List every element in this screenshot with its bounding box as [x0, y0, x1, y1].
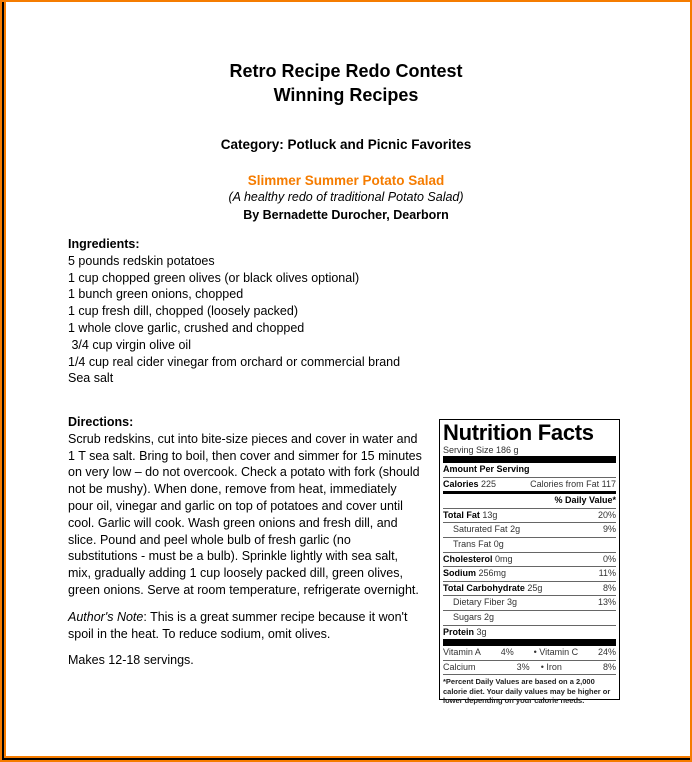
nutrient-dv: 9%	[602, 524, 616, 535]
nutrient-amount: 25g	[527, 582, 543, 593]
vitamin-label: Vitamin A	[443, 647, 481, 658]
nutrient-row	[443, 552, 616, 567]
daily-value-header	[443, 491, 616, 508]
ingredient: 1 cup chopped green olives (or black olives optional)	[68, 270, 360, 285]
nutrient-label: Dietary Fiber	[453, 597, 505, 608]
vitamin-value: 4%	[500, 647, 514, 658]
authors-note-label: Author's Note	[68, 609, 144, 624]
ingredient: 1 bunch green onions, chopped	[68, 287, 244, 302]
amount-label: Amount Per Serving	[443, 464, 530, 474]
nutrient-dv: 8%	[602, 582, 616, 593]
nutrient-amount: 3g	[507, 597, 518, 608]
recipe-name: Slimmer Summer Potato Salad	[247, 173, 445, 188]
calories-from-fat: Calories from Fat 117	[530, 478, 616, 489]
directions-line: green onions. Serve at room temperature, refrigerate overnight.	[68, 582, 419, 597]
authors-note-line: spoil in the heat. To reduce sodium, omit olives.	[68, 626, 331, 641]
nutrition-facts-label	[439, 419, 620, 706]
ingredient: 1 cup fresh dill, chopped (loosely packed)	[68, 304, 298, 319]
nutrient-row	[443, 537, 616, 552]
nutrient-dv: 20%	[597, 509, 616, 520]
daily-value-label: % Daily Value*	[554, 495, 616, 506]
directions-line: on very low – do not overcook. Check a potato with fork (should	[68, 465, 420, 480]
nutrient-label: Protein	[443, 626, 475, 637]
amount-per-serving	[443, 456, 616, 477]
directions-line: not be mushy). When done, remove from heat, immediately	[68, 482, 397, 497]
nutrient-label: Cholesterol	[443, 553, 493, 564]
serving-size: Serving Size 186 g	[443, 445, 519, 455]
nutrient-row	[443, 610, 616, 625]
nutrient-label: Total Carbohydrate	[443, 582, 525, 593]
nutrient-row	[443, 522, 616, 537]
servings: Makes 12-18 servings.	[68, 653, 194, 668]
ingredients-section	[68, 236, 400, 387]
directions-line: cool. Garlic will cook. Wash green onions and fresh dill, and	[68, 515, 398, 530]
nutrient-rows	[443, 508, 616, 639]
nutrient-label: Sugars	[453, 611, 482, 622]
nutrient-row	[443, 595, 616, 610]
directions-line: Scrub redskins, cut into bite-size pieces and cover in water and	[68, 431, 418, 446]
ingredient: 1/4 cup real cider vinegar from orchard or commercial brand	[68, 354, 401, 369]
vitamin-label: Iron	[546, 661, 562, 672]
vitamin-value: 24%	[597, 647, 616, 658]
ingredients-heading: Ingredients:	[68, 237, 140, 251]
author: By Bernadette Durocher, Dearborn	[243, 208, 449, 222]
nutrient-label: Saturated Fat	[453, 524, 508, 535]
authors-note	[68, 609, 422, 626]
nutrient-row	[443, 625, 616, 640]
nutrient-row	[443, 581, 616, 596]
vitamin-label: Calcium	[443, 661, 476, 672]
nutrient-row	[443, 508, 616, 523]
nutrient-amount: 0g	[493, 538, 504, 549]
category: Category: Potluck and Picnic Favorites	[220, 137, 472, 152]
vitamin-row: Vitamin A 4% • Vitamin C 24%	[443, 639, 616, 660]
nutrient-amount: 2g	[484, 611, 495, 622]
ingredient: 1 whole clove garlic, crushed and chopped	[68, 320, 305, 335]
title-line-2: Winning Recipes	[273, 85, 419, 105]
ingredient: 3/4 cup virgin olive oil	[68, 337, 191, 352]
vitamin-row: Calcium 3% • Iron 8%	[443, 660, 616, 675]
authors-note-text: : This is a great summer recipe because it won't	[143, 609, 408, 624]
vitamin-value: 8%	[602, 661, 616, 672]
nutrient-amount: 3g	[476, 626, 487, 637]
nutrient-label: Sodium	[443, 568, 476, 579]
nutrient-dv: 0%	[602, 553, 616, 564]
nutrient-row	[443, 566, 616, 581]
ingredient: Sea salt	[68, 371, 114, 386]
recipe-subtitle: (A healthy redo of traditional Potato Salad)	[228, 190, 464, 204]
calories-value: 225	[481, 478, 497, 489]
directions-line: pour oil, vinegar and garlic on top of potatoes and cover until	[68, 498, 403, 513]
vitamin-label: Vitamin C	[539, 647, 579, 658]
directions-line: 1 T sea salt. Bring to boil, then cover and simmer for 15 minutes	[68, 448, 422, 463]
nutrition-title: Nutrition Facts	[443, 420, 594, 445]
directions-line: substitutions - must be a bulb). Sprinkle lightly with sea salt,	[68, 549, 399, 564]
title-line-1: Retro Recipe Redo Contest	[229, 61, 463, 81]
directions-section	[68, 414, 422, 669]
nutrient-dv: 11%	[598, 568, 616, 579]
nutrient-amount: 2g	[510, 524, 521, 535]
calories-row	[443, 477, 616, 492]
directions-heading: Directions:	[68, 415, 134, 429]
nutrient-amount: 0mg	[495, 553, 513, 564]
vitamin-value: 3%	[516, 661, 530, 672]
directions-line: mix, gradually adding 1 cup loosely packed dill, green olives,	[68, 566, 403, 581]
nutrient-amount: 256mg	[478, 568, 507, 579]
nutrient-label: Total Fat	[443, 509, 480, 520]
directions-line: slice. Pound and peel whole bulb of fresh garlic (no	[68, 532, 351, 547]
nutrient-dv: 13%	[597, 597, 616, 608]
nutrient-label: Trans Fat	[453, 538, 492, 549]
calories-label: Calories	[443, 478, 479, 489]
nutrient-amount: 13g	[482, 509, 498, 520]
footnote: *Percent Daily Values are based on a 2,000 calorie diet. Your daily values may be higher or lower depending on your calorie needs.	[443, 674, 616, 706]
ingredient: 5 pounds redskin potatoes	[68, 253, 215, 268]
